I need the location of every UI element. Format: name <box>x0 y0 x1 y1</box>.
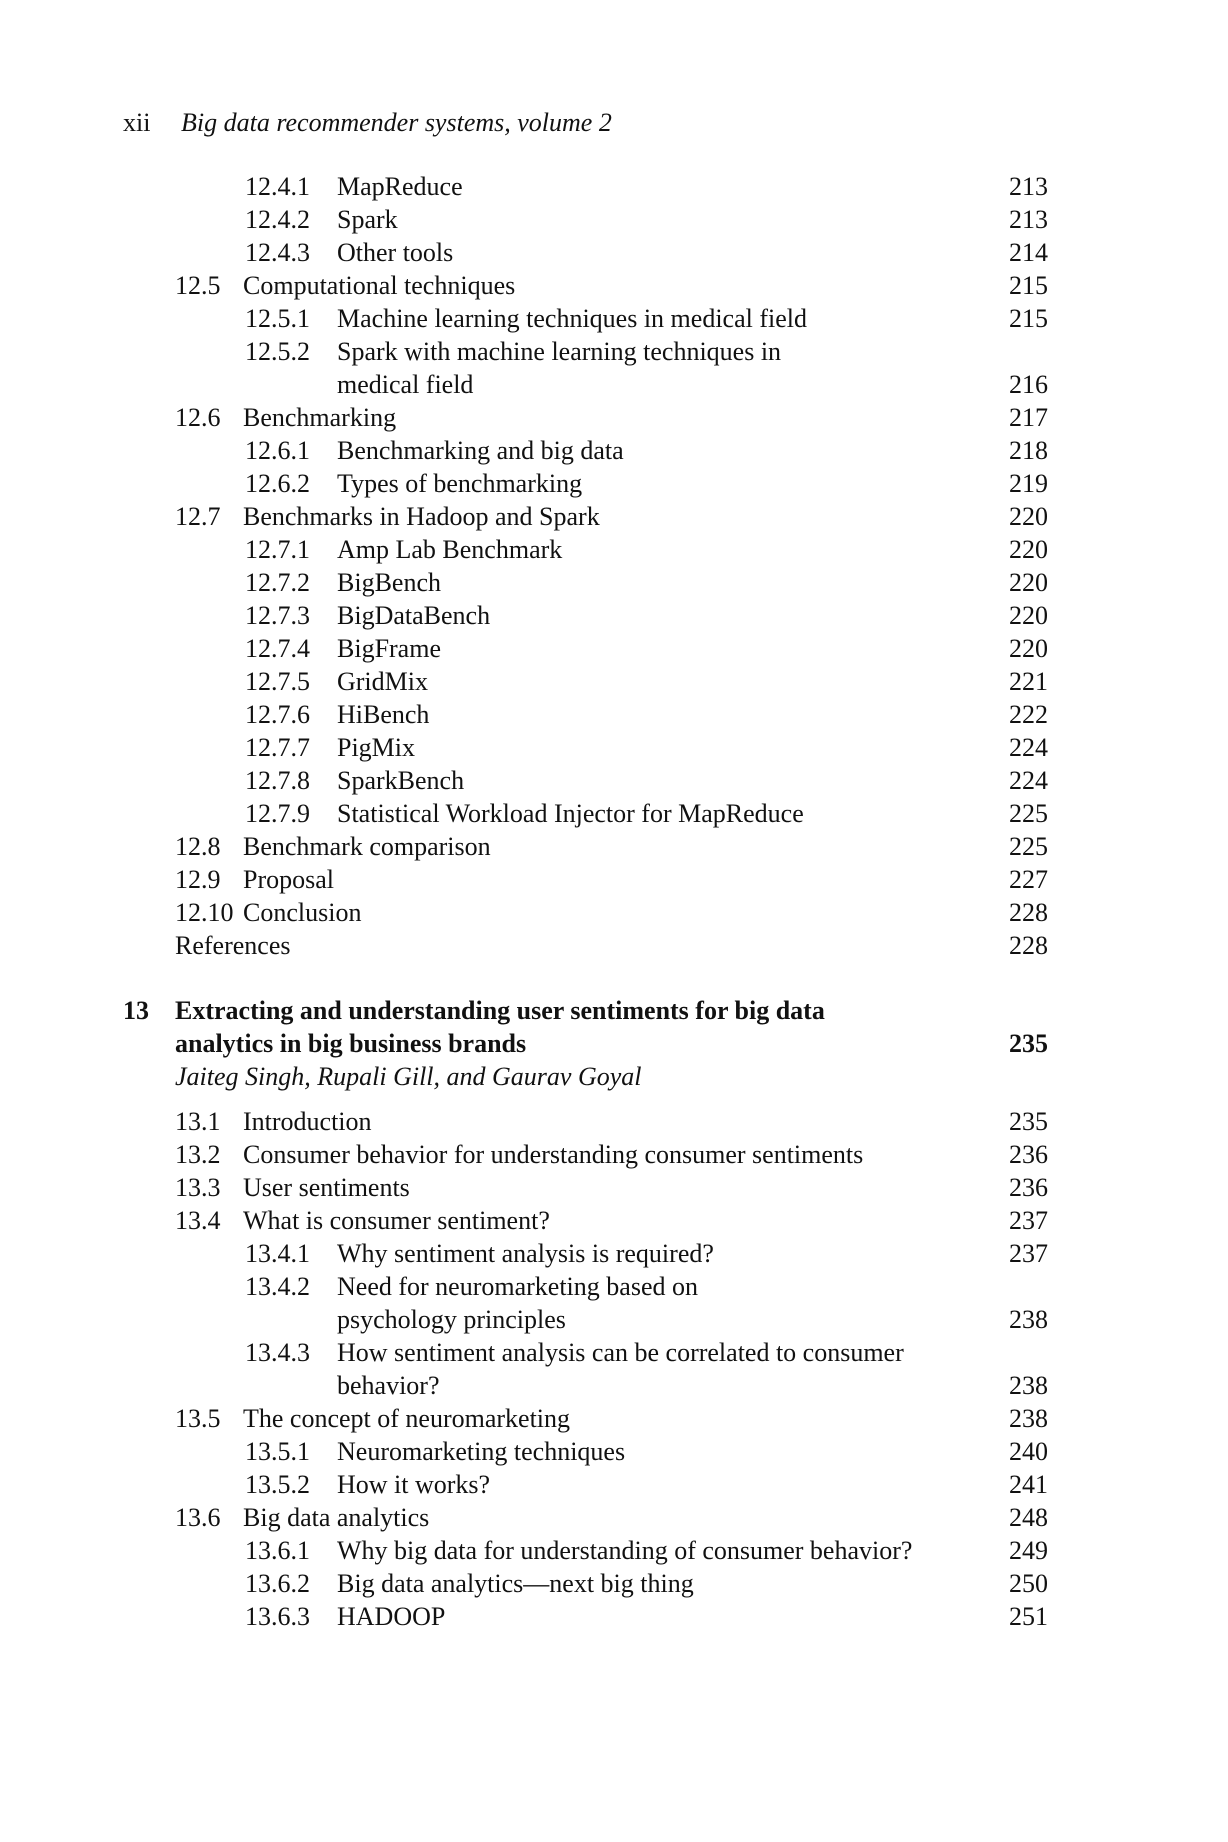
section-number: 13.1 <box>175 1107 221 1136</box>
section-title: The concept of neuromarketing <box>243 1404 571 1433</box>
toc-entry[interactable] <box>0 434 1228 467</box>
section-number: 12.4.2 <box>245 205 310 234</box>
section-title: GridMix <box>337 667 428 696</box>
section-number: 12.8 <box>175 832 221 861</box>
toc-entry[interactable] <box>0 1204 1228 1237</box>
toc-entry[interactable] <box>0 698 1228 731</box>
toc-entry[interactable] <box>0 764 1228 797</box>
section-number: 12.6.1 <box>245 436 310 465</box>
section-number: 13.5.1 <box>245 1437 310 1466</box>
section-title: BigFrame <box>337 634 441 663</box>
toc-entry[interactable] <box>0 632 1228 665</box>
section-title: PigMix <box>337 733 416 762</box>
toc-entry[interactable] <box>0 467 1228 500</box>
page-number: 219 <box>1009 469 1048 498</box>
spacer <box>0 1093 1228 1105</box>
section-title: Benchmarks in Hadoop and Spark <box>243 502 600 531</box>
toc-entry[interactable] <box>0 1138 1228 1171</box>
section-number: 12.7.5 <box>245 667 310 696</box>
toc-entry[interactable] <box>0 269 1228 302</box>
page-number: 222 <box>1009 700 1048 729</box>
toc-entry[interactable] <box>0 1237 1228 1270</box>
section-number: 13.6.2 <box>245 1569 310 1598</box>
section-title: Neuromarketing techniques <box>337 1437 626 1466</box>
section-title: Need for neuromarketing based on <box>337 1272 698 1301</box>
section-number: 13.2 <box>175 1140 221 1169</box>
section-title: User sentiments <box>243 1173 410 1202</box>
page-number: 220 <box>1009 601 1048 630</box>
section-number: 13.4 <box>175 1206 221 1235</box>
page-number: 216 <box>1009 370 1048 399</box>
spacer <box>0 962 1228 994</box>
section-number: 13.6.3 <box>245 1602 310 1631</box>
section-number: 12.6 <box>175 403 221 432</box>
section-title: medical field <box>337 370 474 399</box>
page-number: 224 <box>1009 733 1048 762</box>
section-title: Benchmark comparison <box>243 832 491 861</box>
page-number: 236 <box>1009 1140 1048 1169</box>
page-number: 240 <box>1009 1437 1048 1466</box>
section-title: Conclusion <box>243 898 362 927</box>
toc-entry[interactable] <box>0 929 1228 962</box>
page-number: 241 <box>1009 1470 1048 1499</box>
toc-section-chapter-12 <box>0 170 1228 962</box>
page-number: 238 <box>1009 1404 1048 1433</box>
section-title: psychology principles <box>337 1305 566 1334</box>
page-number: 214 <box>1009 238 1048 267</box>
chapter-heading[interactable] <box>0 994 1228 1027</box>
section-title: Why big data for understanding of consumer behavior? <box>337 1536 913 1565</box>
toc-entry[interactable] <box>0 1600 1228 1633</box>
section-title: SparkBench <box>337 766 465 795</box>
authors-text: Jaiteg Singh, Rupali Gill, and Gaurav Goyal <box>175 1062 642 1091</box>
chapter-title-line-2: analytics in big business brands <box>175 1029 527 1058</box>
section-title: Big data analytics <box>243 1503 430 1532</box>
section-number: 12.7.8 <box>245 766 310 795</box>
toc-entry[interactable] <box>0 566 1228 599</box>
page-number: 237 <box>1009 1206 1048 1235</box>
section-title: Types of benchmarking <box>337 469 583 498</box>
section-title: Spark <box>337 205 398 234</box>
toc-entry[interactable] <box>0 830 1228 863</box>
toc-entry[interactable] <box>0 1567 1228 1600</box>
page-number: 217 <box>1009 403 1048 432</box>
toc-entry[interactable] <box>0 863 1228 896</box>
page-number: 235 <box>1009 1107 1048 1136</box>
page-number: 220 <box>1009 568 1048 597</box>
section-title: Why sentiment analysis is required? <box>337 1239 714 1268</box>
chapter-title-line-1: Extracting and understanding user sentiments for big data <box>175 996 825 1025</box>
toc-entry-continued[interactable] <box>0 368 1228 401</box>
section-title: What is consumer sentiment? <box>243 1206 550 1235</box>
section-title: Spark with machine learning techniques in <box>337 337 782 366</box>
toc-entry[interactable] <box>0 1468 1228 1501</box>
running-head <box>123 108 612 138</box>
table-of-contents <box>0 170 1228 1633</box>
section-number: 12.7.4 <box>245 634 310 663</box>
toc-entry[interactable] <box>0 896 1228 929</box>
page-number: 249 <box>1009 1536 1048 1565</box>
section-number: 12.4.3 <box>245 238 310 267</box>
section-title: BigDataBench <box>337 601 491 630</box>
toc-entry[interactable] <box>0 797 1228 830</box>
section-number: 13.4.1 <box>245 1239 310 1268</box>
section-title: Benchmarking and big data <box>337 436 624 465</box>
section-number: 12.9 <box>175 865 221 894</box>
toc-entry-continued[interactable] <box>0 1303 1228 1336</box>
page-number: 238 <box>1009 1371 1048 1400</box>
section-title: BigBench <box>337 568 441 597</box>
toc-entry[interactable] <box>0 170 1228 203</box>
page-number: 250 <box>1009 1569 1048 1598</box>
toc-entry[interactable] <box>0 665 1228 698</box>
chapter-authors <box>0 1060 1228 1093</box>
section-title: Other tools <box>337 238 454 267</box>
toc-entry[interactable] <box>0 335 1228 368</box>
section-title: Big data analytics—next big thing <box>337 1569 694 1598</box>
page-number: 237 <box>1009 1239 1048 1268</box>
toc-entry[interactable] <box>0 1501 1228 1534</box>
page-number: 225 <box>1009 832 1048 861</box>
section-number: 12.5.2 <box>245 337 310 366</box>
page-number: 215 <box>1009 271 1048 300</box>
chapter-page: 235 <box>1009 1029 1048 1058</box>
section-number: 12.4.1 <box>245 172 310 201</box>
section-title: How it works? <box>337 1470 491 1499</box>
section-title: Benchmarking <box>243 403 397 432</box>
section-number: 12.7.1 <box>245 535 310 564</box>
toc-entry[interactable] <box>0 1435 1228 1468</box>
toc-entry[interactable] <box>0 236 1228 269</box>
page-number: 225 <box>1009 799 1048 828</box>
section-title: Statistical Workload Injector for MapReduce <box>337 799 804 828</box>
section-number: 12.7.2 <box>245 568 310 597</box>
book-title: Big data recommender systems, volume 2 <box>181 108 612 137</box>
page-number: 238 <box>1009 1305 1048 1334</box>
section-title: Machine learning techniques in medical field <box>337 304 807 333</box>
section-number: 12.7.3 <box>245 601 310 630</box>
toc-entry[interactable] <box>0 1171 1228 1204</box>
section-number: 12.10 <box>175 898 234 927</box>
page-number: 213 <box>1009 172 1048 201</box>
toc-entry[interactable] <box>0 1534 1228 1567</box>
page-number: 228 <box>1009 898 1048 927</box>
section-title: References <box>175 931 291 960</box>
page-number: 251 <box>1009 1602 1048 1631</box>
section-number: 12.7 <box>175 502 221 531</box>
section-number: 12.5 <box>175 271 221 300</box>
section-number: 13.5 <box>175 1404 221 1433</box>
page-number: 228 <box>1009 931 1048 960</box>
toc-entry[interactable] <box>0 533 1228 566</box>
section-number: 12.5.1 <box>245 304 310 333</box>
section-title: Consumer behavior for understanding consumer sentiments <box>243 1140 864 1169</box>
page-number: 213 <box>1009 205 1048 234</box>
toc-entry[interactable] <box>0 731 1228 764</box>
toc-entry[interactable] <box>0 401 1228 434</box>
toc-entry[interactable] <box>0 500 1228 533</box>
section-title: MapReduce <box>337 172 463 201</box>
page-number: 220 <box>1009 502 1048 531</box>
page-number: 248 <box>1009 1503 1048 1532</box>
page-number: 218 <box>1009 436 1048 465</box>
page-folio: xii <box>123 108 151 137</box>
section-title: behavior? <box>337 1371 440 1400</box>
page-number: 220 <box>1009 634 1048 663</box>
page-number: 224 <box>1009 766 1048 795</box>
section-number: 13.6 <box>175 1503 221 1532</box>
section-title: Proposal <box>243 865 334 894</box>
toc-entry-continued[interactable] <box>0 1369 1228 1402</box>
section-number: 13.5.2 <box>245 1470 310 1499</box>
toc-entry[interactable] <box>0 302 1228 335</box>
section-number: 12.7.6 <box>245 700 310 729</box>
page-number: 220 <box>1009 535 1048 564</box>
section-number: 13.3 <box>175 1173 221 1202</box>
section-title: How sentiment analysis can be correlated to consumer <box>337 1338 904 1367</box>
section-number: 13.4.2 <box>245 1272 310 1301</box>
section-number: 12.7.7 <box>245 733 310 762</box>
section-title: Computational techniques <box>243 271 516 300</box>
toc-entry[interactable] <box>0 203 1228 236</box>
chapter-number: 13 <box>123 996 149 1025</box>
page-number: 215 <box>1009 304 1048 333</box>
section-title: HADOOP <box>337 1602 446 1631</box>
section-title: HiBench <box>337 700 430 729</box>
section-title: Amp Lab Benchmark <box>337 535 563 564</box>
toc-entry[interactable] <box>0 1105 1228 1138</box>
toc-entry[interactable] <box>0 1270 1228 1303</box>
toc-entry[interactable] <box>0 599 1228 632</box>
section-number: 12.6.2 <box>245 469 310 498</box>
section-title: Introduction <box>243 1107 372 1136</box>
page-number: 221 <box>1009 667 1048 696</box>
section-number: 13.6.1 <box>245 1536 310 1565</box>
section-number: 13.4.3 <box>245 1338 310 1367</box>
page-number: 236 <box>1009 1173 1048 1202</box>
toc-entry[interactable] <box>0 1336 1228 1369</box>
chapter-heading-continued[interactable] <box>0 1027 1228 1060</box>
toc-entry[interactable] <box>0 1402 1228 1435</box>
toc-section-chapter-13 <box>0 1105 1228 1633</box>
section-number: 12.7.9 <box>245 799 310 828</box>
page-number: 227 <box>1009 865 1048 894</box>
